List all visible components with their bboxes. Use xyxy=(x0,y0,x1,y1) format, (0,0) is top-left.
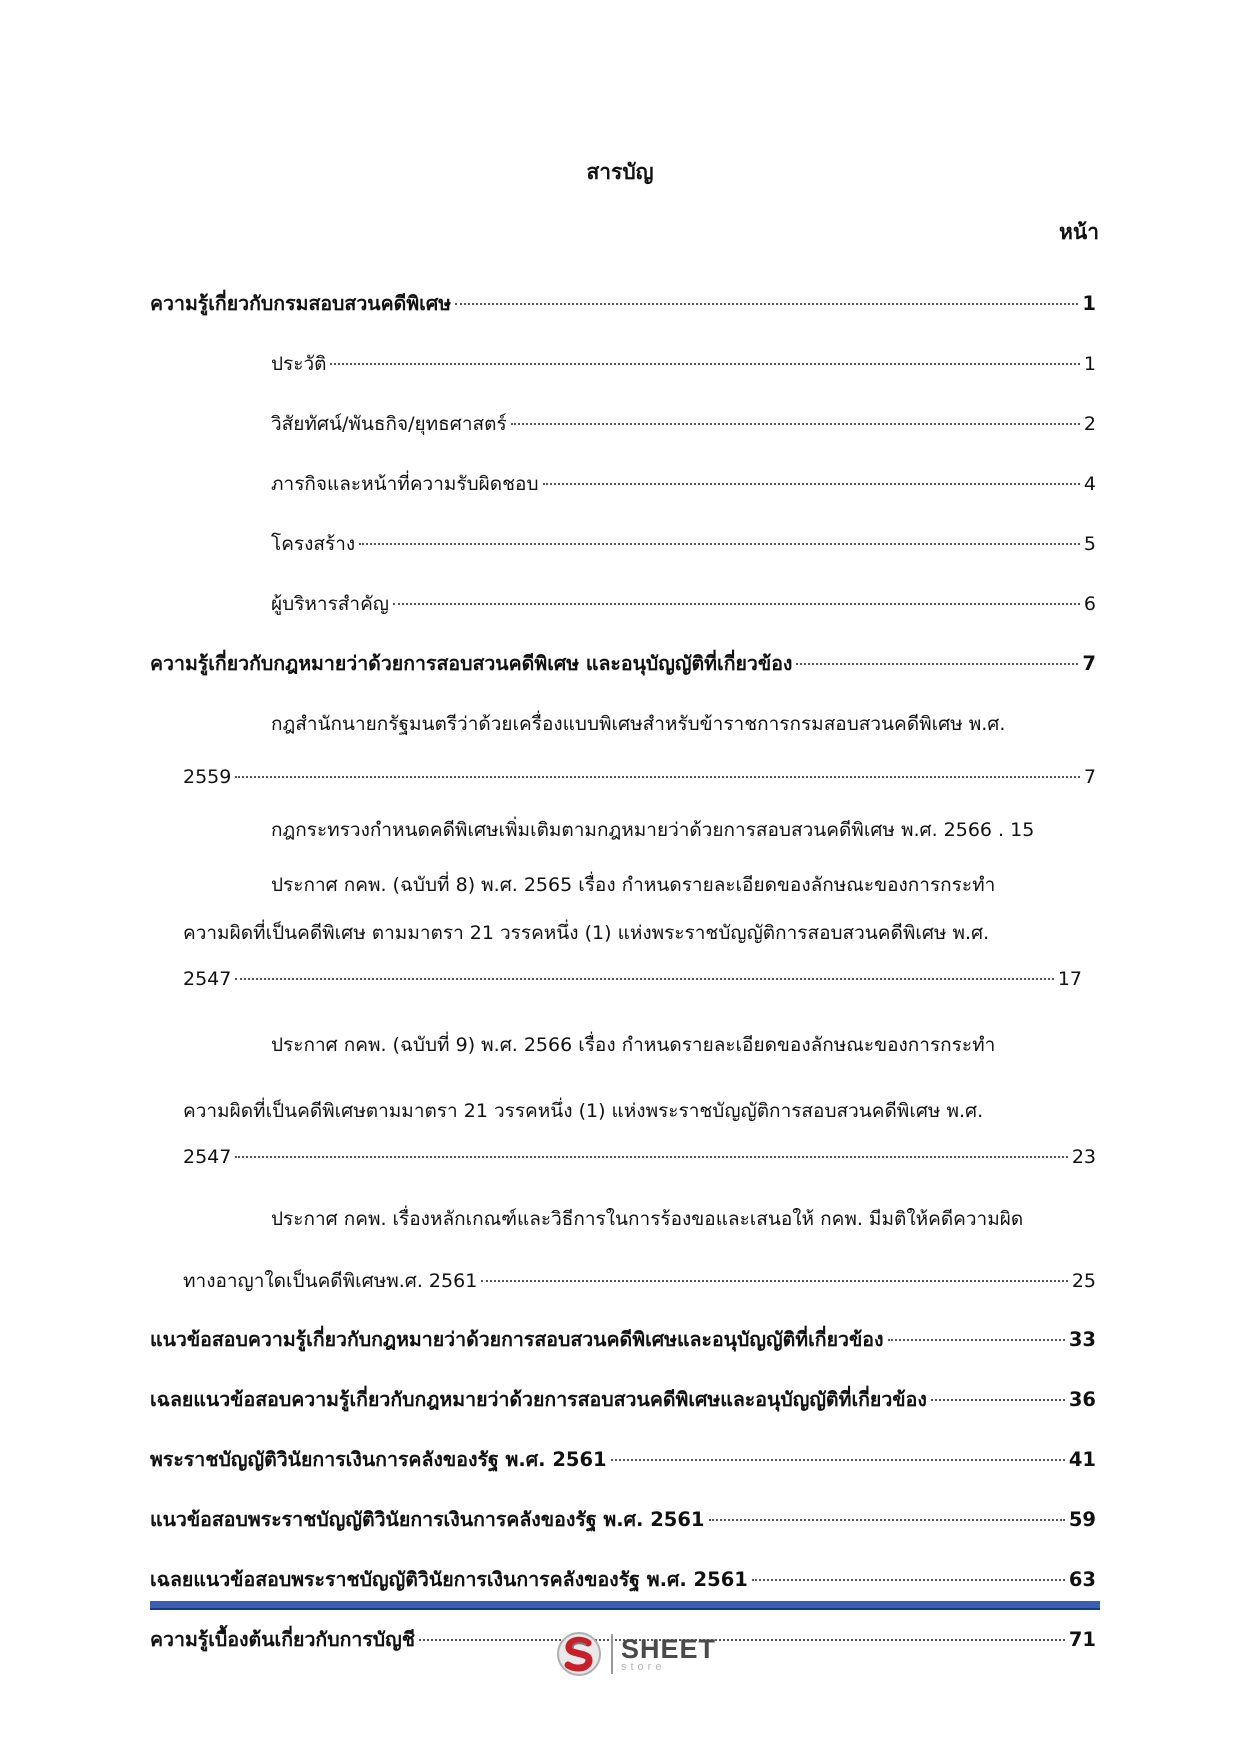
toc-page-number: 25 xyxy=(1071,1270,1096,1292)
toc-entry-announcement-criteria[interactable] xyxy=(150,1180,1096,1304)
toc-entry-continuation xyxy=(150,1258,1096,1304)
leader-dots xyxy=(330,363,1079,365)
leader-dots xyxy=(511,423,1080,425)
toc-entry-text: พระราชบัญญัติวินัยการเงินการคลังของรัฐ พ.ศ. 2561 xyxy=(150,1448,607,1471)
toc-page-number: 5 xyxy=(1083,533,1096,555)
toc-page-number: 41 xyxy=(1068,1448,1096,1471)
footer-divider xyxy=(150,1601,1100,1610)
leader-dots xyxy=(709,1519,1065,1521)
toc-entry-text: เฉลยแนวข้อสอบความรู้เกี่ยวกับกฎหมายว่าด้วยการสอบสวนคดีพิเศษและอนุบัญญัติที่เกี่ยวข้อง xyxy=(150,1388,927,1411)
toc-page-number: 1 xyxy=(1083,353,1096,375)
toc-entry-executives[interactable] xyxy=(150,574,1096,634)
toc-entry-text: ประวัติ xyxy=(271,353,327,375)
toc-entry-fiscal-act[interactable] xyxy=(150,1430,1096,1490)
toc-page-number: 6 xyxy=(1083,593,1096,615)
toc-entry-ministerial-rule[interactable] xyxy=(150,800,1096,860)
toc-entry-text: กฎสำนักนายกรัฐมนตรีว่าด้วยเครื่องแบบพิเศษสำหรับข้าราชการกรมสอบสวนคดีพิเศษ พ.ศ. xyxy=(271,713,1006,735)
toc-entry-text: แนวข้อสอบความรู้เกี่ยวกับกฎหมายว่าด้วยการสอบสวนคดีพิเศษและอนุบัญญัติที่เกี่ยวข้อง xyxy=(150,1328,884,1351)
toc-entry-announcement-9[interactable] xyxy=(150,1002,1096,1180)
page-column-header: หน้า xyxy=(1059,220,1099,244)
toc-page-number: 33 xyxy=(1068,1328,1096,1351)
table-of-contents xyxy=(150,274,1096,1673)
leader-dots xyxy=(752,1579,1065,1581)
toc-entry-text: ความผิดที่เป็นคดีพิเศษ ตามมาตรา 21 วรรคหนึ่ง (1) แห่งพระราชบัญญัติการสอบสวนคดีพิเศษ พ.ศ. xyxy=(183,922,990,944)
toc-entry-text: ประกาศ กคพ. (ฉบับที่ 9) พ.ศ. 2566 เรื่อง กำหนดรายละเอียดของลักษณะของการกระทำ xyxy=(271,1034,996,1056)
toc-entry-text: โครงสร้าง xyxy=(271,533,356,555)
toc-entry-text: 2559 xyxy=(183,766,232,788)
toc-entry-structure[interactable] xyxy=(150,514,1096,574)
toc-entry-text: ความรู้เบื้องต้นเกี่ยวกับการบัญชี xyxy=(150,1628,416,1651)
toc-entry-vision[interactable] xyxy=(150,394,1096,454)
toc-page-number: 71 xyxy=(1068,1628,1096,1651)
toc-entry-text: 2547 xyxy=(183,1146,232,1168)
toc-entry-history[interactable] xyxy=(150,334,1096,394)
toc-page-number: 63 xyxy=(1068,1568,1096,1591)
leader-dots xyxy=(235,978,1053,980)
toc-entry-law-exam[interactable] xyxy=(150,1310,1096,1370)
toc-entry-text: ความรู้เกี่ยวกับกฎหมายว่าด้วยการสอบสวนคดีพิเศษ และอนุบัญญัติที่เกี่ยวข้อง xyxy=(150,652,793,675)
leader-dots xyxy=(931,1399,1065,1401)
toc-entry-text: ประกาศ กคพ. เรื่องหลักเกณฑ์และวิธีการในการร้องขอและเสนอให้ กคพ. มีมติให้คดีความผิด xyxy=(271,1208,1024,1230)
logo-separator xyxy=(611,1634,613,1674)
toc-entry-uniform-rule[interactable] xyxy=(150,694,1096,800)
toc-entry-text: ผู้บริหารสำคัญ xyxy=(271,593,389,615)
leader-dots xyxy=(235,1156,1067,1158)
leader-dots xyxy=(455,303,1078,305)
leader-dots xyxy=(235,776,1080,778)
toc-entry-fiscal-exam[interactable] xyxy=(150,1490,1096,1550)
toc-entry-text: เฉลยแนวข้อสอบพระราชบัญญัติวินัยการเงินการคลังของรัฐ พ.ศ. 2561 xyxy=(150,1568,748,1591)
toc-entry-continuation xyxy=(150,1134,1096,1180)
logo-subtext: store xyxy=(621,1661,666,1673)
toc-page-number: 2 xyxy=(1083,413,1096,435)
logo-wordmark xyxy=(621,1636,716,1672)
leader-dots xyxy=(611,1459,1065,1461)
leader-dots xyxy=(359,543,1080,545)
toc-entry-text: ประกาศ กคพ. (ฉบับที่ 8) พ.ศ. 2565 เรื่อง กำหนดรายละเอียดของลักษณะของการกระทำ xyxy=(271,874,996,896)
toc-entry-text: แนวข้อสอบพระราชบัญญัติวินัยการเงินการคลังของรัฐ พ.ศ. 2561 xyxy=(150,1508,705,1531)
toc-page-number: 1 xyxy=(1082,292,1096,315)
toc-entry-law-exam-answers[interactable] xyxy=(150,1370,1096,1430)
page-title: สารบัญ xyxy=(586,160,654,184)
leader-dots xyxy=(481,1280,1068,1282)
toc-entry-continuation xyxy=(150,956,1096,1002)
toc-page-number: 23 xyxy=(1071,1146,1096,1168)
toc-page-number: 59 xyxy=(1068,1508,1096,1531)
logo-text: SHEET xyxy=(621,1634,717,1664)
leader-dots xyxy=(796,663,1078,665)
toc-entry-text: ความผิดที่เป็นคดีพิเศษตามมาตรา 21 วรรคหนึ่ง (1) แห่งพระราชบัญญัติการสอบสวนคดีพิเศษ พ.ศ. xyxy=(183,1100,984,1122)
toc-entry-dsi-knowledge[interactable] xyxy=(150,274,1096,334)
sheet-store-logo-icon xyxy=(555,1630,603,1678)
leader-dots xyxy=(543,483,1080,485)
leader-dots xyxy=(393,603,1080,605)
toc-page-number: 4 xyxy=(1083,473,1096,495)
toc-entry-dsi-law[interactable] xyxy=(150,634,1096,694)
toc-entry-text: ความรู้เกี่ยวกับกรมสอบสวนคดีพิเศษ xyxy=(150,292,452,315)
toc-page-number: 7 xyxy=(1083,766,1096,788)
toc-entry-continuation xyxy=(150,754,1096,800)
toc-entry-text: วิสัยทัศน์/พันธกิจ/ยุทธศาสตร์ xyxy=(271,413,507,435)
toc-entry-duties[interactable] xyxy=(150,454,1096,514)
toc-entry-text: ภารกิจและหน้าที่ความรับผิดชอบ xyxy=(271,473,539,495)
toc-page-number: 17 xyxy=(1057,968,1082,990)
sheet-store-logo xyxy=(555,1628,716,1680)
leader-dots xyxy=(888,1339,1065,1341)
toc-entry-announcement-8[interactable] xyxy=(150,860,1096,1002)
toc-page-number: 36 xyxy=(1068,1388,1096,1411)
toc-entry-text: กฎกระทรวงกำหนดคดีพิเศษเพิ่มเติมตามกฎหมายว่าด้วยการสอบสวนคดีพิเศษ พ.ศ. 2566 . 15 xyxy=(271,819,1035,841)
toc-entry-text: 2547 xyxy=(183,968,232,990)
toc-page-number: 7 xyxy=(1082,652,1096,675)
leader-dots xyxy=(419,1639,1065,1641)
toc-entry-text: ทางอาญาใดเป็นคดีพิเศษพ.ศ. 2561 xyxy=(183,1270,478,1292)
